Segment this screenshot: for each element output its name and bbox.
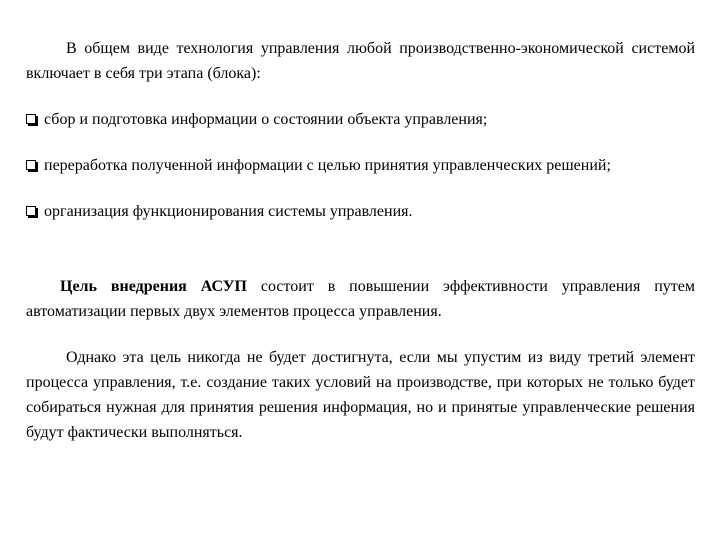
bullet-text-2: переработка полученной информации с целью принятия управленческих решений; — [44, 157, 611, 174]
bullet-item-1 — [26, 107, 695, 132]
goal-heading: Цель внедрения АСУП — [60, 278, 247, 295]
square-bullet-icon — [26, 114, 36, 124]
bullet-text-3: организация функционирования системы управления. — [44, 203, 413, 220]
goal-text: состоит в повышении эффективности управления путем автоматизации первых двух элементов процесса управления. — [26, 278, 695, 320]
bullet-text-1: сбор и подготовка информации о состоянии объекта управления; — [44, 111, 488, 128]
square-bullet-icon — [26, 160, 36, 170]
bullet-item-2 — [26, 153, 695, 178]
bullet-item-3 — [26, 199, 695, 224]
goal-paragraph — [26, 274, 695, 324]
conclusion-paragraph: Однако эта цель никогда не будет достигнута, если мы упустим из виду третий элемент процесса управления, т.е. создание таких условий на производстве, при которых не только будет собираться нужная для принятия решения информация, но и принятые управленческие решения будут фактически выполняться. — [26, 349, 695, 441]
square-bullet-icon — [26, 206, 36, 216]
intro-paragraph: В общем виде технология управления любой производственно-экономической системой включает в себя три этапа (блока): — [26, 40, 695, 82]
